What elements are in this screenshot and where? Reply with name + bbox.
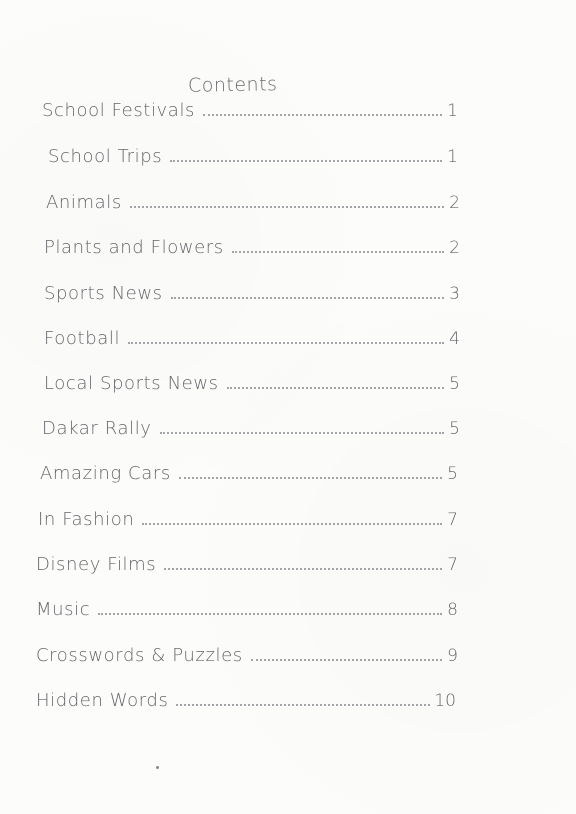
toc-entry-page: 7 [447, 555, 458, 575]
toc-entry [36, 641, 458, 667]
dot-leader [164, 568, 442, 570]
toc-entry-page: 8 [447, 600, 458, 620]
toc-entry [44, 369, 460, 395]
toc-entry [36, 550, 458, 576]
toc-entry-page: 2 [449, 193, 460, 213]
toc-entry-page: 1 [447, 147, 458, 167]
toc-entry-label: Crosswords & Puzzles [36, 645, 243, 666]
toc-entry [48, 142, 458, 168]
toc-entry-page: 3 [449, 284, 460, 304]
dot-leader [227, 387, 444, 389]
toc-entry-label: Music [36, 599, 91, 620]
toc-entry [40, 459, 458, 485]
toc-entry-label: Animals [46, 192, 122, 213]
dot-leader [98, 613, 442, 615]
dot-leader [130, 206, 444, 208]
dot-leader [203, 114, 442, 116]
toc-entry-page: 5 [449, 374, 460, 394]
toc-entry [44, 279, 460, 305]
toc-entry [42, 96, 458, 122]
dot-leader [171, 297, 444, 299]
page-title: Contents [187, 73, 278, 97]
toc-entry-label: Amazing Cars [40, 463, 171, 484]
toc-entry [46, 188, 460, 214]
dot-leader [251, 659, 442, 661]
toc-entry-page: 10 [434, 691, 456, 711]
dot-leader [160, 432, 444, 434]
toc-entry-page: 5 [449, 419, 460, 439]
dot-leader [179, 477, 442, 479]
toc-entry-page: 4 [449, 329, 460, 349]
dot-leader [176, 704, 430, 706]
toc-entry-label: Sports News [44, 283, 163, 304]
toc-entry [44, 233, 460, 259]
toc-entry-page: 9 [447, 646, 458, 666]
dot-leader [128, 342, 444, 344]
dot-leader [232, 251, 444, 253]
toc-entry [36, 686, 456, 712]
toc-entry-label: Football [44, 328, 121, 349]
toc-entry-page: 5 [447, 464, 458, 484]
toc-entry-label: School Trips [48, 146, 163, 167]
toc-entry-label: Disney Films [36, 554, 157, 575]
toc-entry-label: Plants and Flowers [44, 237, 224, 258]
toc-entry [36, 595, 458, 621]
toc-entry-label: Local Sports News [44, 373, 219, 394]
paper-speck [156, 766, 159, 769]
dot-leader [170, 160, 442, 162]
toc-entry-label: School Festivals [42, 100, 196, 121]
toc-entry-page: 1 [447, 101, 458, 121]
toc-entry-label: Hidden Words [36, 690, 169, 711]
toc-entry [38, 505, 458, 531]
dot-leader [142, 523, 442, 525]
toc-entry [42, 414, 460, 440]
toc-entry-label: Dakar Rally [42, 418, 152, 439]
toc-entry-page: 2 [449, 238, 460, 258]
toc-entry [44, 324, 460, 350]
toc-entry-page: 7 [447, 510, 458, 530]
toc-entry-label: In Fashion [38, 509, 135, 530]
